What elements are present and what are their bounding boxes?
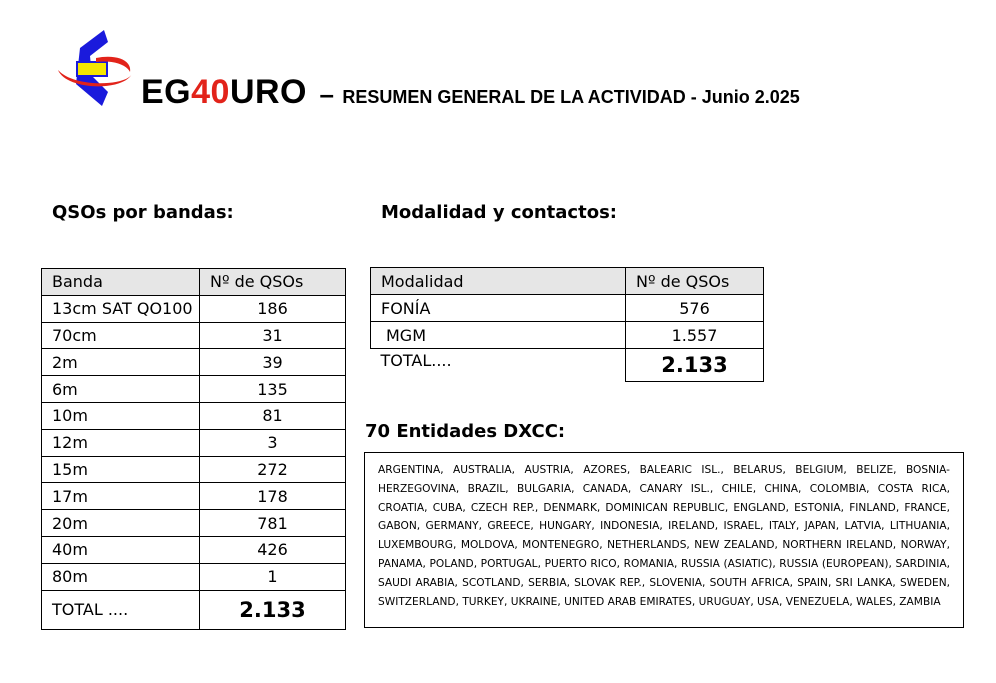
- table-row: [42, 322, 346, 349]
- qsos-cell: 31: [200, 322, 346, 349]
- table-row: [42, 456, 346, 483]
- bands-col-band: Banda: [42, 269, 200, 296]
- bands-total-row: [42, 590, 346, 629]
- band-cell: 80m: [42, 563, 200, 590]
- bands-table: [41, 268, 346, 630]
- band-cell: 10m: [42, 402, 200, 429]
- dxcc-heading: 70 Entidades DXCC:: [365, 421, 566, 442]
- eg40uro-logo: [52, 28, 134, 110]
- qsos-cell: 1.557: [626, 322, 764, 349]
- bands-total-value: 2.133: [239, 597, 306, 622]
- logo-yellow-bar: [77, 62, 107, 76]
- band-cell: 2m: [42, 349, 200, 376]
- qsos-cell: 426: [200, 536, 346, 563]
- title-callsign-post: URO: [229, 73, 308, 111]
- qsos-cell: 1: [200, 563, 346, 590]
- logo-graphic: [52, 28, 134, 110]
- modes-total-label: TOTAL....: [380, 351, 452, 370]
- bands-col-qsos: Nº de QSOs: [200, 269, 346, 296]
- band-cell: 70cm: [42, 322, 200, 349]
- table-row: [42, 295, 346, 322]
- mode-cell: FONÍA: [371, 295, 626, 322]
- bands-heading: QSOs por bandas:: [52, 202, 234, 223]
- modes-col-mode: Modalidad: [371, 268, 626, 295]
- qsos-cell: 81: [200, 402, 346, 429]
- table-row: [42, 563, 346, 590]
- band-cell: 12m: [42, 429, 200, 456]
- table-row: [371, 322, 764, 349]
- band-cell: 6m: [42, 376, 200, 403]
- title-callsign-40: 40: [191, 73, 230, 111]
- bands-header-row: [42, 269, 346, 296]
- modes-table: [370, 267, 764, 382]
- table-row: [42, 376, 346, 403]
- qsos-cell: 135: [200, 376, 346, 403]
- table-row: [42, 402, 346, 429]
- qsos-cell: 3: [200, 429, 346, 456]
- band-cell: 20m: [42, 510, 200, 537]
- table-row: [42, 349, 346, 376]
- table-row: [42, 429, 346, 456]
- table-row: [42, 483, 346, 510]
- page-title: [141, 73, 800, 112]
- mode-cell: MGM: [371, 322, 626, 349]
- table-row: [371, 295, 764, 322]
- title-subtitle: RESUMEN GENERAL DE LA ACTIVIDAD - Junio 2.025: [342, 87, 800, 107]
- modes-total-row: [371, 349, 764, 382]
- band-cell: 13cm SAT QO100: [42, 295, 200, 322]
- qsos-cell: 178: [200, 483, 346, 510]
- modes-header-row: [371, 268, 764, 295]
- title-callsign-pre: EG: [141, 73, 192, 111]
- modes-col-qsos: Nº de QSOs: [626, 268, 764, 295]
- bands-total-label: TOTAL ....: [42, 590, 200, 629]
- modes-heading: Modalidad y contactos:: [381, 202, 617, 223]
- qsos-cell: 576: [626, 295, 764, 322]
- qsos-cell: 186: [200, 295, 346, 322]
- qsos-cell: 39: [200, 349, 346, 376]
- band-cell: 15m: [42, 456, 200, 483]
- qsos-cell: 272: [200, 456, 346, 483]
- table-row: [42, 510, 346, 537]
- modes-total-value: 2.133: [661, 353, 728, 377]
- title-dash: –: [319, 79, 334, 109]
- qsos-cell: 781: [200, 510, 346, 537]
- band-cell: 17m: [42, 483, 200, 510]
- band-cell: 40m: [42, 536, 200, 563]
- dxcc-list: ARGENTINA, AUSTRALIA, AUSTRIA, AZORES, BALEARIC ISL., BELARUS, BELGIUM, BELIZE, BOSNIA-HERZEGOVINA, BRAZIL, BULGARIA, CANADA, CANARY ISL., CHILE, CHINA, COLOMBIA, COSTA RICA, CROATIA, CUBA, CZECH REP., DENMARK, DOMINICAN REPUBLIC, ENGLAND, ESTONIA, FINLAND, FRANCE, GABON, GERMANY, GREECE, HUNGARY, INDONESIA, IRELAND, ISRAEL, ITALY, JAPAN, LATVIA, LITHUANIA, LUXEMBOURG, MOLDOVA, MONTENEGRO, NETHERLANDS, NEW ZEALAND, NORTHERN IRELAND, NORWAY, PANAMA, POLAND, PORTUGAL, PUERTO RICO, ROMANIA, RUSSIA (ASIATIC), RUSSIA (EUROPEAN), SARDINIA, SAUDI ARABIA, SCOTLAND, SERBIA, SLOVAK REP., SLOVENIA, SOUTH AFRICA, SPAIN, SRI LANKA, SWEDEN, SWITZERLAND, TURKEY, UKRAINE, UNITED ARAB EMIRATES, URUGUAY, USA, VENEZUELA, WALES, ZAMBIA: [364, 452, 964, 628]
- table-row: [42, 536, 346, 563]
